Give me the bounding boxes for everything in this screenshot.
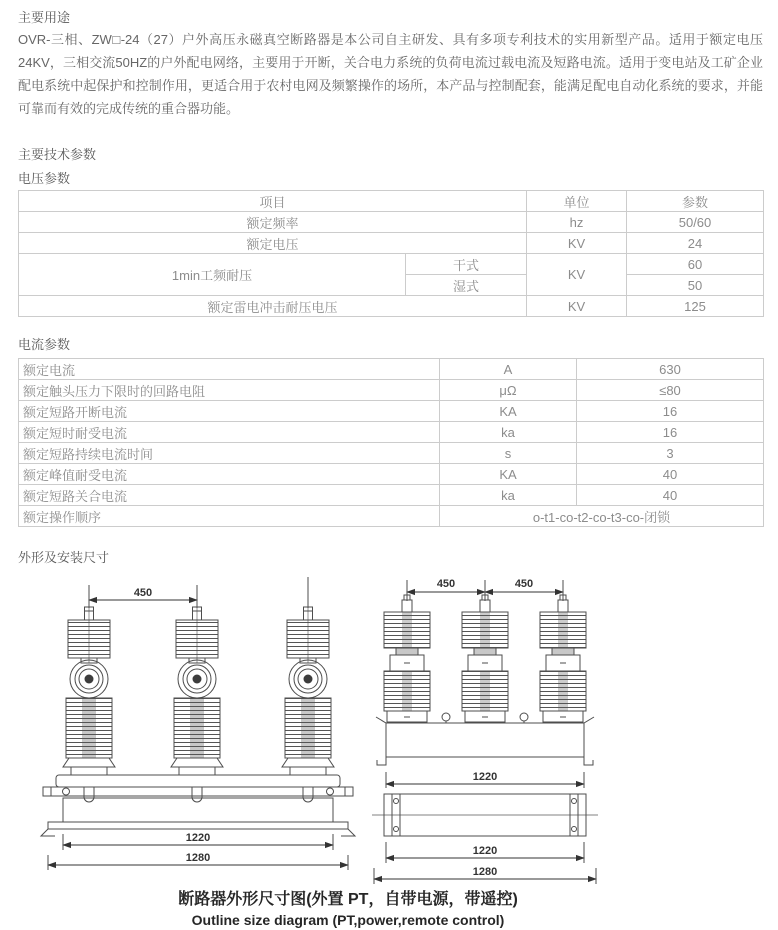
outline-drawings bbox=[18, 572, 763, 888]
table-cell-item: 额定短路关合电流 bbox=[19, 485, 440, 506]
table-cell-value: 50 bbox=[627, 275, 764, 296]
table-row bbox=[19, 359, 764, 380]
table-row bbox=[19, 506, 764, 527]
table-cell-unit: KA bbox=[440, 401, 577, 422]
drawing-caption bbox=[18, 890, 678, 930]
table-cell-value: 24 bbox=[627, 233, 764, 254]
table-cell-item: 额定峰值耐受电流 bbox=[19, 464, 440, 485]
table-cell-subitem-wet: 湿式 bbox=[406, 275, 527, 296]
section-heading-current: 电流参数 bbox=[18, 337, 71, 352]
dimension-label: 450 bbox=[133, 587, 153, 599]
table-row bbox=[19, 233, 764, 254]
table-cell-unit: ka bbox=[440, 422, 577, 443]
table-row bbox=[19, 422, 764, 443]
table-cell-value: 16 bbox=[577, 422, 764, 443]
drawing-caption-chinese: 断路器外形尺寸图(外置 PT，自带电源，带遥控) bbox=[178, 891, 518, 908]
col-header-value: 参数 bbox=[627, 191, 764, 212]
table-row bbox=[19, 380, 764, 401]
table-cell-value: ≤80 bbox=[577, 380, 764, 401]
table-cell-unit: KV bbox=[527, 296, 627, 317]
dimension-label: 1220 bbox=[185, 832, 211, 844]
table-row bbox=[19, 296, 764, 317]
table-cell-value: 60 bbox=[627, 254, 764, 275]
table-cell-value: 16 bbox=[577, 401, 764, 422]
table-cell-subitem-dry: 干式 bbox=[406, 254, 527, 275]
table-cell-unit: s bbox=[440, 443, 577, 464]
current-parameters-table bbox=[18, 358, 764, 527]
table-row bbox=[19, 443, 764, 464]
table-cell-unit: hz bbox=[527, 212, 627, 233]
table-cell-value: 40 bbox=[577, 464, 764, 485]
dimension-label: 450 bbox=[514, 578, 534, 590]
table-cell-item: 额定操作顺序 bbox=[19, 506, 440, 527]
table-cell-unit: KV bbox=[527, 254, 627, 296]
table-cell-value: 630 bbox=[577, 359, 764, 380]
table-cell-operation-sequence: o-t1-co-t2-co-t3-co-闭锁 bbox=[440, 506, 764, 527]
table-cell-item: 额定触头压力下限时的回路电阻 bbox=[19, 380, 440, 401]
table-row bbox=[19, 401, 764, 422]
dimension-label: 1280 bbox=[185, 852, 211, 864]
table-cell-item: 额定雷电冲击耐压电压 bbox=[19, 296, 527, 317]
table-cell-item: 1min工频耐压 bbox=[19, 254, 406, 296]
table-cell-item: 额定短路开断电流 bbox=[19, 401, 440, 422]
table-cell-value: 40 bbox=[577, 485, 764, 506]
section-heading-tech-params: 主要技术参数 bbox=[18, 147, 97, 162]
section-heading-usage: 主要用途 bbox=[18, 10, 71, 25]
table-cell-unit: KV bbox=[527, 233, 627, 254]
dimension-label: 450 bbox=[436, 578, 456, 590]
breaker-front-view-drawing bbox=[18, 572, 363, 888]
table-row bbox=[19, 485, 764, 506]
col-header-unit: 单位 bbox=[527, 191, 627, 212]
table-cell-unit: KA bbox=[440, 464, 577, 485]
drawing-caption-english: Outline size diagram (PT,power,remote control) bbox=[191, 912, 505, 928]
table-cell-unit: ka bbox=[440, 485, 577, 506]
table-cell-item: 额定电流 bbox=[19, 359, 440, 380]
section-heading-voltage: 电压参数 bbox=[18, 171, 71, 186]
table-row bbox=[19, 464, 764, 485]
table-cell-unit: A bbox=[440, 359, 577, 380]
breaker-side-view-drawing bbox=[372, 572, 662, 888]
table-cell-value: 50/60 bbox=[627, 212, 764, 233]
dimension-label: 1220 bbox=[472, 845, 498, 857]
voltage-parameters-table bbox=[18, 190, 764, 317]
table-header-row bbox=[19, 191, 764, 212]
col-header-item: 项目 bbox=[19, 191, 527, 212]
table-cell-item: 额定短时耐受电流 bbox=[19, 422, 440, 443]
table-row bbox=[19, 254, 764, 275]
table-cell-value: 3 bbox=[577, 443, 764, 464]
table-cell-item: 额定频率 bbox=[19, 212, 527, 233]
table-cell-item: 额定电压 bbox=[19, 233, 527, 254]
table-cell-unit: μΩ bbox=[440, 380, 577, 401]
table-cell-value: 125 bbox=[627, 296, 764, 317]
table-cell-item: 额定短路持续电流时间 bbox=[19, 443, 440, 464]
usage-paragraph: OVR-三相、ZW□-24（27）户外高压永磁真空断路器是本公司自主研发、具有多项专利技术的实用新型产品。适用于额定电压24KV，三相交流50HZ的户外配电网络，主要用于开断，关合电力系统的负荷电流过载电流及短路电流。适用于变电站及工矿企业配电系统中起保护和控制作用，更适合用于农村电网及频繁操作的场所，本产品与控制配套，能满足配电自动化系统的要求，并能可靠而有效的完成传统的重合器功能。 bbox=[18, 32, 763, 116]
dimension-label: 1220 bbox=[472, 771, 498, 783]
dimension-label: 1280 bbox=[472, 866, 498, 878]
section-heading-outline: 外形及安装尺寸 bbox=[18, 550, 110, 565]
table-row bbox=[19, 212, 764, 233]
